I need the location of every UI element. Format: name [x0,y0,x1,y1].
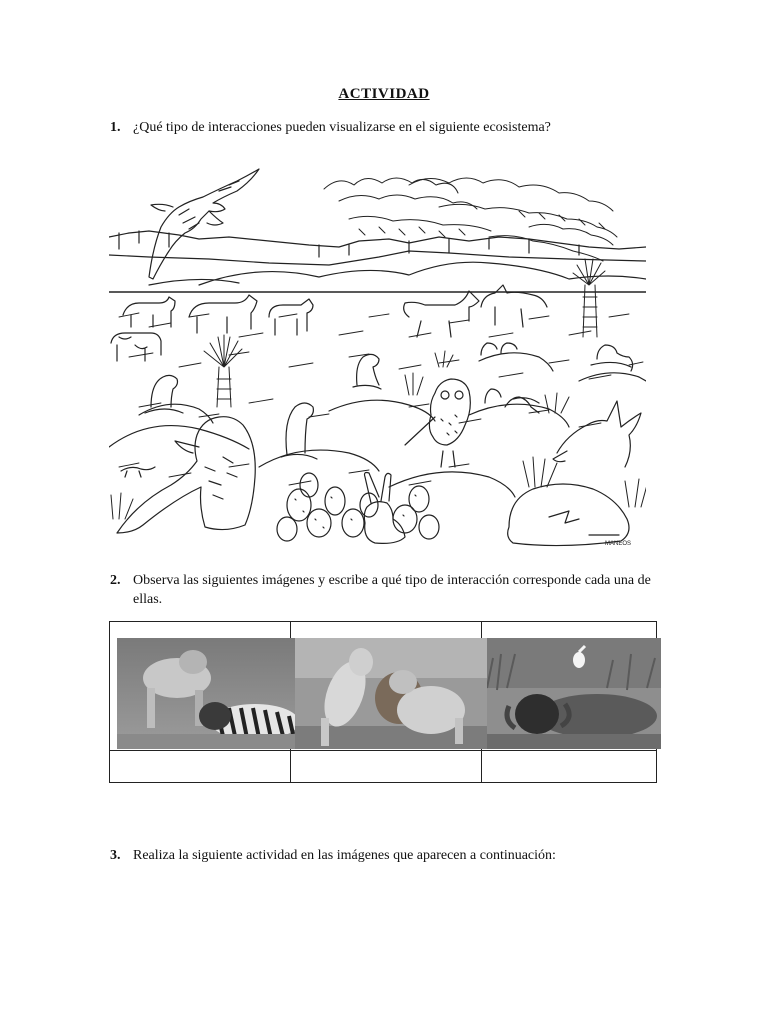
question-2-text: Observa las siguientes imágenes y escribe a qué tipo de interacción corresponde cada una de ellas. [133,573,651,607]
question-1-number: 1. [110,120,121,135]
question-3-number: 3. [110,848,121,863]
coyote-icon [404,285,547,337]
answer-cell-2[interactable] [293,752,479,780]
lions-eating-zebra-icon [117,638,295,749]
prairie-mounds [109,353,646,497]
answer-cell-1[interactable] [112,752,288,780]
grass-strokes [119,313,643,485]
grass-tufts [111,351,646,519]
ecosystem-illustration [109,167,646,556]
clouds [324,178,617,261]
answer-cell-3[interactable] [484,752,654,780]
table-divider [110,750,656,751]
eagle-perched-icon [117,417,255,533]
worksheet-title: ACTIVIDAD [338,86,430,102]
illustration-signature: MANEOS [605,541,632,547]
buffalo-with-egret-icon [487,638,661,749]
question-3-text: Realiza la siguiente actividad en las imágenes que aparecen a continuación: [133,848,556,863]
lizard-icon [121,467,155,477]
cow-icon [111,295,313,361]
fox-icon [508,401,641,546]
yucca-icon [204,259,605,407]
question-1-text: ¿Qué tipo de interacciones pueden visualizarse en el siguiente ecosistema? [133,120,551,135]
eagle-icon [149,169,259,279]
mountains [109,231,646,285]
question-2-number: 2. [110,573,121,588]
lions-fighting-icon [295,638,487,749]
